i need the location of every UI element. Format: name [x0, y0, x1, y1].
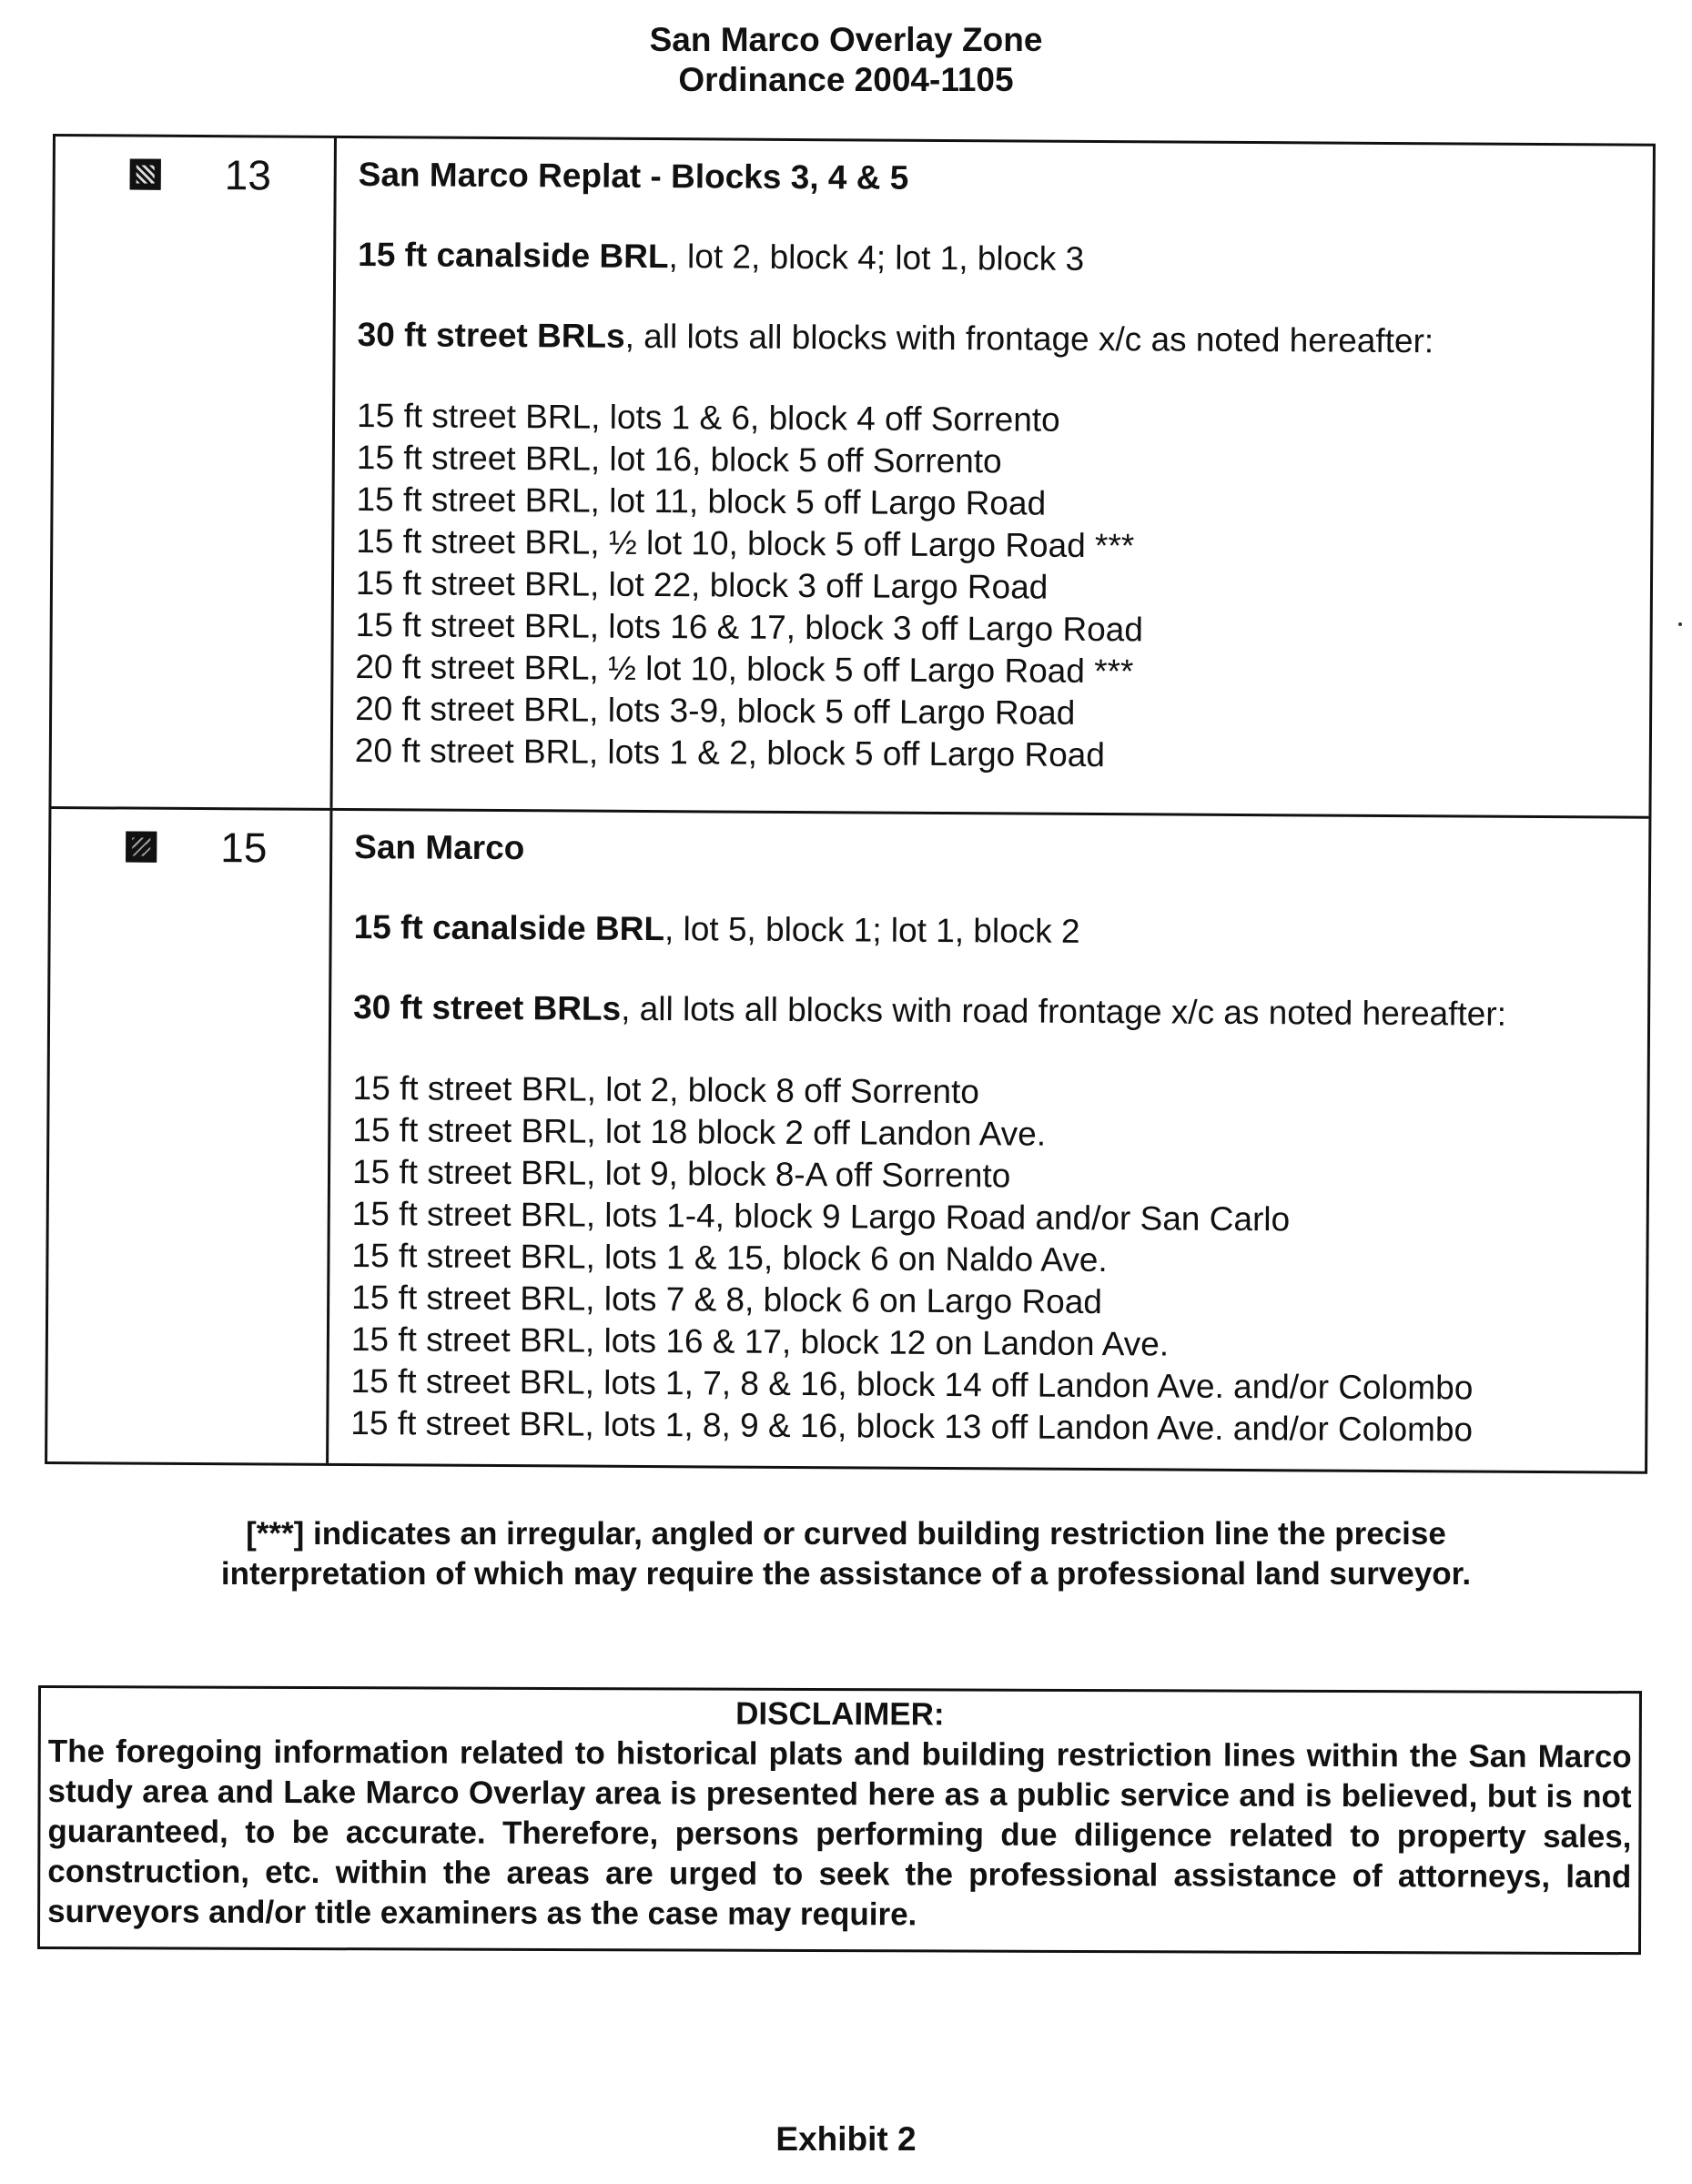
plat-id-cell: [47, 809, 332, 1463]
plat-map-icon[interactable]: [130, 159, 161, 190]
list-item: 15 ft street BRL, lots 1, 8, 9 & 16, block 13 off Landon Ave. and/or Colombo: [350, 1404, 1474, 1449]
scan-speck: [1678, 622, 1682, 626]
table-row: [51, 136, 1652, 819]
list-item: 20 ft street BRL, ½ lot 10, block 5 off Largo Road ***: [355, 648, 1134, 691]
footnote-line-2: interpretation of which may require the assistance of a professional land surveyor.: [220, 1556, 1472, 1592]
list-item: 15 ft street BRL, lots 16 & 17, block 3 off Largo Road: [355, 606, 1144, 649]
title-line-1: San Marco Overlay Zone: [649, 21, 1043, 58]
brl-exception-list: [350, 1067, 1626, 1452]
canalside-brl: [354, 907, 1626, 956]
street-brl: [353, 987, 1626, 1036]
list-item: 15 ft street BRL, lots 1-4, block 9 Largo Road and/or San Carlo: [351, 1195, 1291, 1239]
page-title: [0, 20, 1692, 100]
plat-number: 15: [220, 824, 268, 872]
plat-content: [329, 811, 1648, 1471]
list-item: 15 ft street BRL, lot 11, block 5 off Largo Road: [356, 480, 1047, 522]
title-line-2: Ordinance 2004-1105: [678, 61, 1014, 98]
canalside-brl-label: 15 ft canalside BRL: [353, 908, 665, 948]
plat-table: [45, 134, 1656, 1474]
plat-number: 13: [224, 151, 272, 199]
canalside-brl: [358, 235, 1630, 283]
street-brl-detail: , all lots all blocks with frontage x/c as noted hereafter:: [624, 317, 1434, 360]
list-item: 15 ft street BRL, lot 22, block 3 off Largo Road: [355, 564, 1049, 606]
plat-map-icon[interactable]: [126, 832, 157, 863]
street-brl-label: 30 ft street BRLs: [357, 316, 625, 355]
list-item: 15 ft street BRL, lot 9, block 8-A off Sorrento: [351, 1153, 1011, 1195]
list-item: 15 ft street BRL, lots 1 & 15, block 6 on Naldo Ave.: [351, 1237, 1108, 1279]
disclaimer-title: DISCLAIMER:: [735, 1695, 945, 1733]
plat-name: San Marco: [354, 828, 525, 867]
canalside-brl-detail: , lot 5, block 1; lot 1, block 2: [664, 910, 1080, 950]
list-item: 20 ft street BRL, lots 1 & 2, block 5 off Largo Road: [354, 732, 1106, 774]
footnote-line-1: [***] indicates an irregular, angled or curved building restriction line the precise: [246, 1516, 1446, 1552]
canalside-brl-label: 15 ft canalside BRL: [358, 236, 669, 276]
canalside-brl-detail: , lot 2, block 4; lot 1, block 3: [668, 238, 1085, 278]
street-brl: [358, 315, 1630, 363]
irregular-brl-footnote: [0, 1514, 1692, 1594]
list-item: 15 ft street BRL, lots 7 & 8, block 6 on Largo Road: [351, 1279, 1103, 1321]
list-item: 15 ft street BRL, ½ lot 10, block 5 off Largo Road ***: [356, 522, 1135, 565]
disclaimer-box: [37, 1685, 1642, 1955]
street-brl-detail: , all lots all blocks with road frontage x/c as noted hereafter:: [621, 989, 1507, 1033]
list-item: 15 ft street BRL, lots 1 & 6, block 4 off Sorrento: [356, 397, 1060, 439]
list-item: 20 ft street BRL, lots 3-9, block 5 off Largo Road: [355, 690, 1076, 732]
list-item: 15 ft street BRL, lots 16 & 17, block 12 on Landon Ave.: [350, 1320, 1170, 1363]
brl-exception-list: [355, 395, 1630, 780]
disclaimer-body: The foregoing information related to historical plats and building restriction lines within the San Marco study area and Lake Marco Overlay area is presented here as a public service and is believed, but is not guaranteed, to be accurate. Therefore, persons performing due diligence related to property sales, construction, etc. within the areas are urged to seek the professional assistance of attorneys, land surveyors and/or title examiners as the case may require.: [47, 1734, 1632, 1933]
list-item: 15 ft street BRL, lot 2, block 8 off Sorrento: [352, 1069, 980, 1111]
plat-name: San Marco Replat - Blocks 3, 4 & 5: [358, 156, 909, 197]
list-item: 15 ft street BRL, lots 1, 7, 8 & 16, block 14 off Landon Ave. and/or Colombo: [350, 1362, 1474, 1407]
exhibit-label: Exhibit 2: [775, 2120, 917, 2158]
street-brl-label: 30 ft street BRLs: [353, 988, 622, 1027]
list-item: 15 ft street BRL, lot 16, block 5 off Sorrento: [356, 439, 1002, 480]
plat-id-cell: [51, 136, 336, 808]
plat-content: [332, 138, 1652, 816]
list-item: 15 ft street BRL, lot 18 block 2 off Landon Ave.: [352, 1111, 1047, 1153]
table-row: [47, 809, 1648, 1471]
